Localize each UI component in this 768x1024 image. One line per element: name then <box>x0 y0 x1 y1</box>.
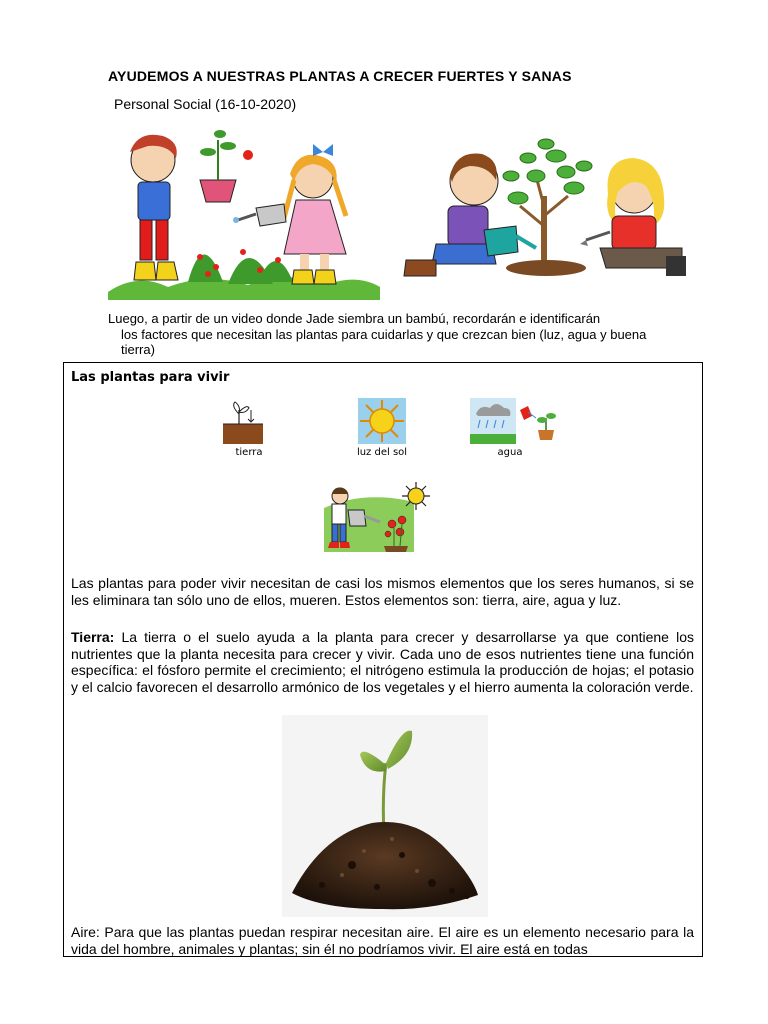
page-title: AYUDEMOS A NUESTRAS PLANTAS A CRECER FUERTES Y SANAS <box>108 68 572 84</box>
page-subtitle: Personal Social (16-10-2020) <box>114 96 297 112</box>
paragraph-aire: Aire: Para que las plantas puedan respirar necesitan aire. El aire es un elemento necesario para la vida del hombre, animales y plantas; sin él no podríamos vivir. El aire está en todas <box>71 924 694 957</box>
intro-text <box>108 311 668 358</box>
children-planting-tree-illustration <box>396 136 688 288</box>
intro-line-1: Luego, a partir de un video donde Jade siembra un bambú, recordarán e identificarán <box>108 311 601 326</box>
children-gardening-illustration <box>108 122 380 300</box>
paragraph-intro: Las plantas para poder vivir necesitan de casi los mismos elementos que los seres humanos, si se les eliminara tan sólo uno de ellos, mueren. Estos elementos son: tierra, aire, agua y luz. <box>71 575 694 608</box>
boy-watering-flowers-illustration <box>304 480 436 554</box>
tierra-text: La tierra o el suelo ayuda a la planta para crecer y desarrollarse ya que contiene los nutrientes que la planta necesita para crecer y vivir. Cada uno de esos nutrientes tiene una función específica: el fósforo permite el crecimiento; el nitrógeno estimula la producción de hojas; el potasio y el calcio favorecen el desarrollo armónico de los vegetales y el hierro aumenta la coloración verde. <box>71 629 694 695</box>
soil-sprout-icon <box>223 400 263 444</box>
pictogram-label-agua: agua <box>497 447 523 458</box>
sun-icon <box>358 398 406 444</box>
pictogram-label-tierra: tierra <box>235 447 263 458</box>
intro-line-2: los factores que necesitan las plantas para cuidarlas y que crezcan bien (luz, agua y buena tierra) <box>121 326 647 357</box>
tierra-label: Tierra: <box>71 629 115 645</box>
box-heading: Las plantas para vivir <box>71 370 230 385</box>
watering-icon <box>470 398 560 444</box>
pictogram-label-luz-del-sol: luz del sol <box>356 447 408 458</box>
content-box <box>63 362 703 957</box>
paragraph-tierra <box>71 629 694 695</box>
seedling-in-soil-photo <box>282 715 488 917</box>
